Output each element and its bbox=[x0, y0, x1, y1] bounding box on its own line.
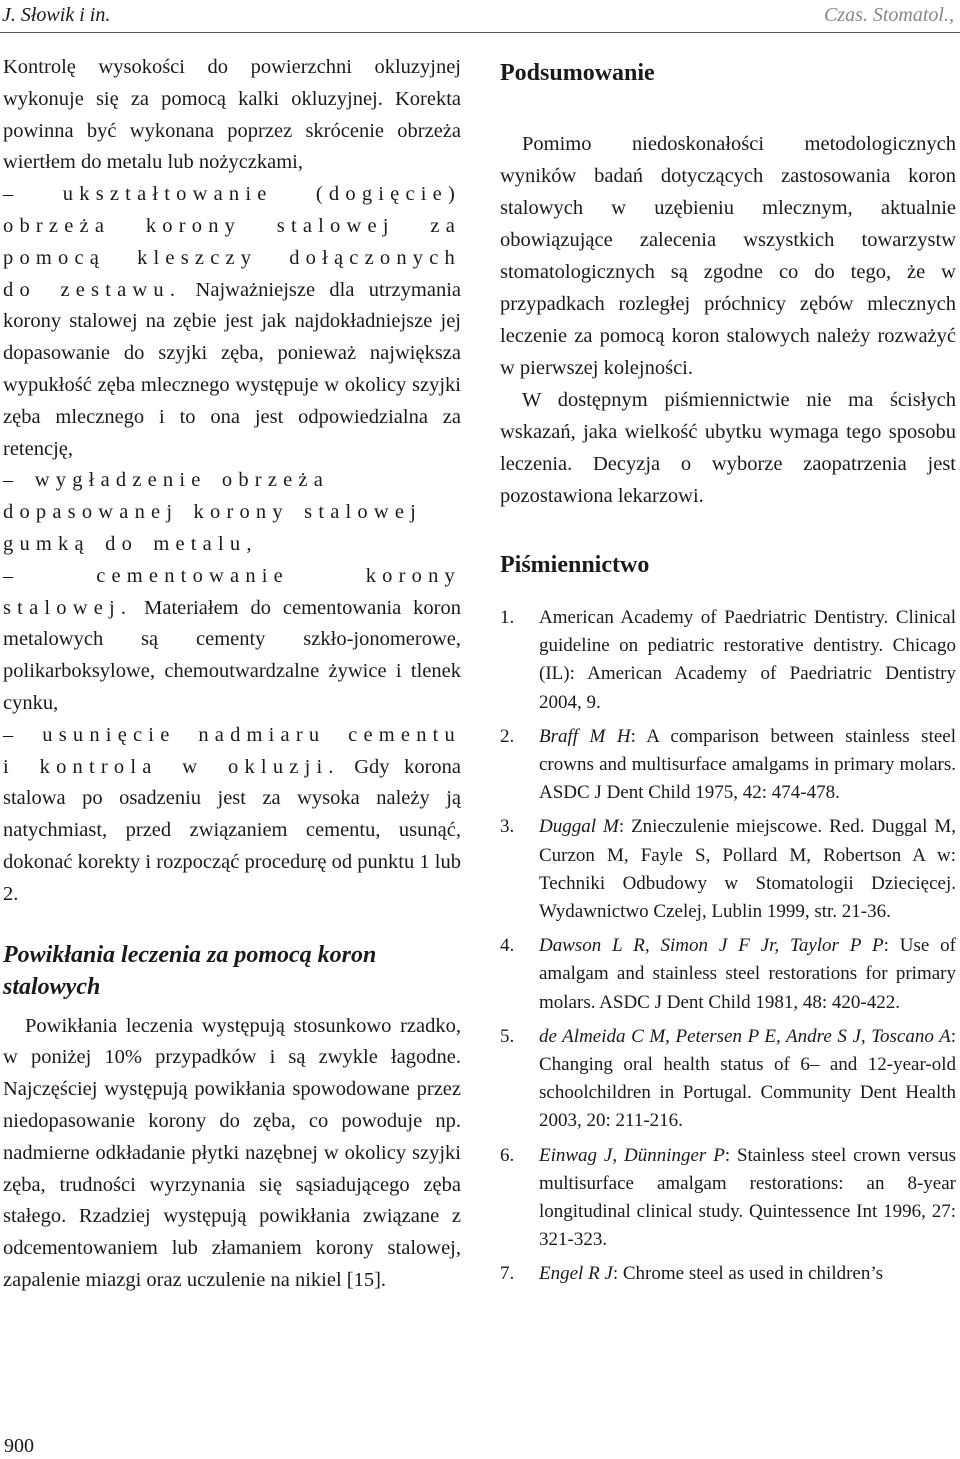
reference-authors: Braff M H bbox=[539, 725, 631, 747]
reference-text: : Use of amalgam and stainless steel restorations for primary molars. ASDC J Dent Child 1981, 48: 420-422. bbox=[539, 935, 956, 1013]
references-list bbox=[500, 604, 956, 1289]
reference-item bbox=[500, 1260, 956, 1288]
reference-number: 1. bbox=[500, 607, 515, 628]
reference-item bbox=[500, 723, 956, 808]
paragraph: Kontrolę wysokości do powierzchni okluzyjnej wykonuje się za pomocą kalki okluzyjnej. Korekta powinna być wykonana poprzez skrócenie obrzeża wiertłem do metalu lub nożyczkami, bbox=[3, 56, 461, 174]
reference-text: : Stainless steel crown versus multisurface amalgam restorations: an 8-year longitudinal clinical study. Quintessence Int 1996, 27: 321-323. bbox=[539, 1144, 956, 1251]
step-spaced-text: – wygładzenie obrzeża dopasowanej korony stalowej gumką do metalu, bbox=[3, 469, 423, 555]
reference-number: 5. bbox=[500, 1025, 515, 1047]
header-journal: Czas. Stomatol., bbox=[823, 4, 954, 26]
reference-authors: Duggal M bbox=[539, 816, 619, 838]
section-heading: Powikłania leczenia za pomocą koron stalowych bbox=[3, 941, 377, 1000]
right-column bbox=[500, 52, 956, 1295]
reference-authors: de Almeida C M, Petersen P E, Andre S J, Toscano A bbox=[539, 1025, 951, 1047]
reference-text: : Znieczulenie miejscowe. Red. Duggal M, Curzon M, Fayle S, Pollard M, Robertson A w: Techniki Odbudowy w Stomatologii Dziecięcej. Wydawnictwo Czelej, Lublin 1999, str. 21-36. bbox=[539, 816, 957, 923]
paragraph bbox=[3, 720, 461, 911]
step-spaced-text: – usunięcie nadmiaru cementu i kontrola w okluzji. bbox=[3, 723, 461, 778]
left-column bbox=[3, 52, 461, 1297]
step-spaced-text: – cementowanie korony stalowej. bbox=[3, 564, 461, 619]
paragraph bbox=[3, 561, 461, 720]
reference-item bbox=[500, 813, 956, 926]
paragraph-text: Materiałem do cementowania koron metalowych są cementy szkło-jonomerowe, polikarboksylowe, chemoutwardzalne żywice i tlenek cynku, bbox=[3, 596, 461, 714]
reference-number: 6. bbox=[500, 1144, 515, 1166]
step-spaced-text: – ukształtowanie (dogięcie) obrzeża korony stalowej za pomocą kleszczy dołączonych do zestawu. bbox=[3, 183, 461, 301]
header-authors: J. Słowik i in. bbox=[2, 4, 111, 26]
reference-authors: Einwag J, Dünninger P bbox=[539, 1144, 725, 1166]
reference-number: 3. bbox=[500, 816, 515, 838]
reference-text: : Changing oral health status of 6– and 12-year-old schoolchildren in Portugal. Community Dent Health 2003, 20: 211-216. bbox=[539, 1025, 956, 1132]
reference-number: 4. bbox=[500, 935, 515, 957]
paragraph-text: Najważniejsze dla utrzymania korony stalowej na zębie jest jak najdokładniejsze jej dopasowanie do szyjki zęba, ponieważ największa wypukłość zęba mlecznego występuje w okolicy szyjki zęba mlecznego i to ona jest odpowiedzialna za retencję, bbox=[3, 278, 461, 460]
paragraph bbox=[3, 179, 461, 465]
references-heading: Piśmiennictwo bbox=[500, 552, 650, 578]
reference-item bbox=[500, 1023, 956, 1136]
reference-item bbox=[500, 1142, 956, 1255]
reference-number: 2. bbox=[500, 725, 515, 747]
paragraph: Powikłania leczenia występują stosunkowo rzadko, w poniżej 10% przypadków i są zwykle łagodne. Najczęściej występują powikłania spowodowane przez niedopasowanie korony do zęba, co powoduje np. nadmierne odkładanie płytki nazębnej w okolicy szyjki zęba, trudności wyrzynania się sąsiadującego zęba stałego. Rzadziej występują powikłania związane z odcementowaniem lub złamaniem korony stalowej, zapalenie miazgi oraz uczulenie na nikiel [15]. bbox=[3, 1014, 461, 1291]
reference-text: : A comparison between stainless steel crowns and multisurface amalgams in primary molars. ASDC J Dent Child 1975, 42: 474-478. bbox=[539, 725, 956, 804]
reference-authors: Dawson L R, Simon J F Jr, Taylor P P bbox=[539, 935, 884, 957]
reference-item bbox=[500, 604, 956, 717]
running-header bbox=[0, 2, 960, 33]
summary-heading: Podsumowanie bbox=[500, 60, 655, 86]
page-number: 900 bbox=[4, 1435, 34, 1457]
paragraph: Pomimo niedoskonałości metodologicznych wyników badań dotyczących zastosowania koron stalowych w uzębieniu mlecznym, aktualnie obowiązujące zalecenia wszystkich towarzystw stomatologicznych są zgodne co do tego, że w przypadkach rozległej próchnicy zębów mlecznych leczenie za pomocą koron stalowych należy rozważyć w pierwszej kolejności. bbox=[500, 133, 956, 379]
reference-authors: Engel R J bbox=[539, 1263, 613, 1285]
reference-text: American Academy of Paedriatric Dentistry. Clinical guideline on pediatric restorative dentistry. Chicago (IL): American Academy of Paedriatric Dentistry 2004, 9. bbox=[539, 607, 956, 713]
reference-text: : Chrome steel as used in children’s bbox=[612, 1263, 884, 1285]
paragraph: W dostępnym piśmiennictwie nie ma ścisłych wskazań, jaka wielkość ubytku wymaga tego sposobu leczenia. Decyzja o wyborze zaopatrzenia jest pozostawiona lekarzowi. bbox=[500, 389, 956, 507]
paragraph-text: Gdy korona stalowa po osadzeniu jest za wysoka należy ją natychmiast, przed związaniem cementu, usunąć, dokonać korekty i rozpocząć procedurę od punktu 1 lub 2. bbox=[3, 755, 462, 905]
reference-item bbox=[500, 932, 956, 1017]
reference-number: 7. bbox=[500, 1263, 515, 1285]
